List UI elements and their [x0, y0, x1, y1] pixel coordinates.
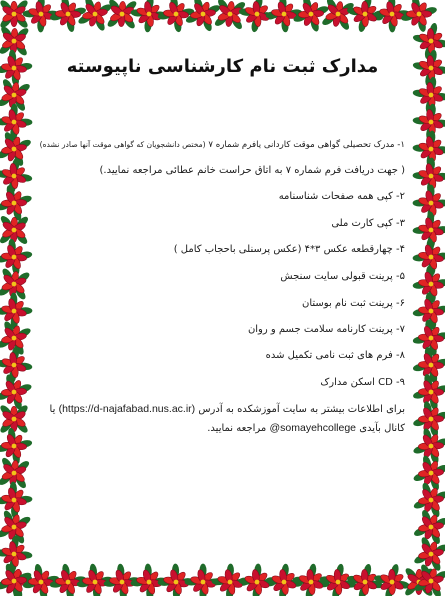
item-3-text: ۳- کپی کارت ملی: [331, 218, 405, 229]
item-4-text: ۴- چهارقطعه عکس ۳*۴ (عکس پرسنلی باحجاب کامل ): [173, 244, 405, 255]
poinsettia-ornament: [0, 404, 29, 435]
website-link[interactable]: (https://d-najafabad.nus.ac.ir): [58, 403, 196, 415]
document-content: [40, 40, 405, 556]
item-8-text: ۸- فرم های ثبت نامی تکمیل شده: [265, 350, 405, 361]
poinsettia-ornament: [411, 534, 445, 573]
list-item-5: [40, 270, 405, 284]
poinsettia-ornament: [75, 0, 114, 34]
list-item-2: [40, 190, 405, 204]
poinsettia-ornament: [213, 0, 248, 31]
item-1-text: ۱- مدرک تحصیلی گواهی موقت کاردانی یافرم شماره ۷: [208, 140, 405, 150]
list-item-9: [40, 376, 405, 390]
info-paragraph: [40, 400, 405, 438]
list-item-6: [40, 297, 405, 311]
list-item-1: [40, 138, 405, 152]
poinsettia-ornament: [410, 20, 445, 63]
poinsettia-ornament: [290, 0, 331, 35]
poinsettia-ornament: [183, 0, 223, 34]
info-text-2: یا کانال بآیدی: [49, 404, 405, 434]
item-2-text: ۲- کپی همه صفحات شناسنامه: [278, 191, 405, 202]
list-item-4: [40, 243, 405, 257]
list-item-7: [40, 323, 405, 337]
channel-handle[interactable]: @somayehcollege: [269, 422, 357, 434]
poinsettia-ornament: [0, 154, 36, 197]
poinsettia-ornament: [320, 0, 357, 32]
item-5-text: ۵- پرینت قبولی سایت سنجش: [280, 271, 405, 282]
item-6-text: ۶- پرینت ثبت نام بوستان: [302, 298, 405, 309]
list-item-3: [40, 217, 405, 231]
poinsettia-ornament: [0, 214, 30, 246]
list-item-8: [40, 349, 405, 363]
item-7-text: ۷- پرینت کارنامه سلامت جسم و روان: [247, 324, 405, 335]
list-item-1-instruction: [40, 164, 405, 178]
poinsettia-ornament: [0, 343, 36, 386]
item-1-note: (مختص دانشجویان که گواهی موقت آنها صادر نشده): [39, 140, 206, 149]
info-text-1: برای اطلاعات بیشتر به سایت آموزشکده به آدرس: [198, 404, 405, 415]
page-title: مدارک ثبت نام کارشناسی ناپیوسته: [66, 56, 379, 77]
item-9-text: ۹- CD اسکن مدارک: [320, 377, 405, 388]
item-1-instruction-text: ( جهت دریافت فرم شماره ۷ به اتاق حراست خانم عطائی مراجعه نمایید.): [99, 165, 405, 176]
poinsettia-ornament: [0, 24, 31, 57]
info-text-3: مراجعه نمایید.: [207, 423, 267, 434]
